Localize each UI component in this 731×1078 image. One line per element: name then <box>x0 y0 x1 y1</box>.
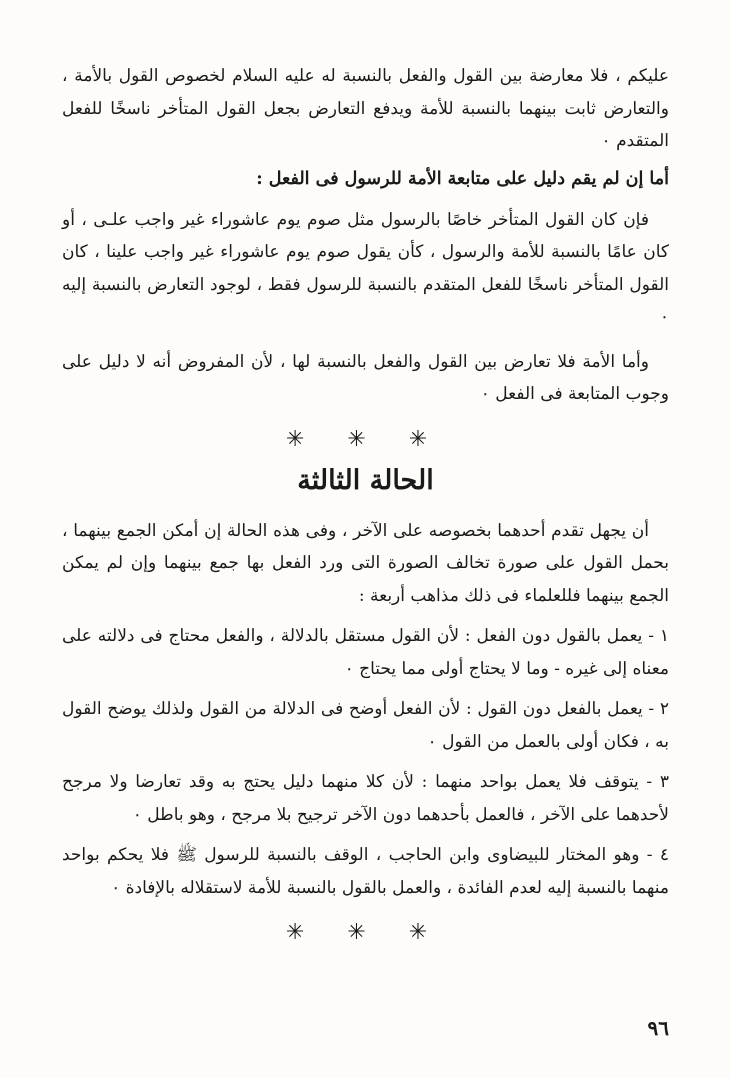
paragraph-intro: أن يجهل تقدم أحدهما بخصوصه على الآخر ، وفى هذه الحالة إن أمكن الجمع بينهما ، بحمل القول على صورة تخالف الصورة التى ورد الفعل بها جمع بينهما وإن لم يمكن الجمع بينهما فللعلماء فى ذلك مذاهب أربعة : <box>62 520 669 606</box>
paragraph-later-saying: فإن كان القول المتأخر خاصًا بالرسول مثل صوم يوم عاشوراء غير واجب علـى ، أو كان عامًا بالنسبة للأمة والرسول ، كأن يقول صوم يوم عاشوراء غير واجب علينا ، كان القول المتأخر ناسخًا للفعل المتقدم بالنسبة للرسول فقط ، لوجود التعارض بالنسبة إليه ٠ <box>62 209 669 327</box>
section-title: الحالة الثالثة <box>297 464 434 496</box>
list-item-1: ١ - يعمل بالقول دون الفعل : لأن القول مستقل بالدلالة ، والفعل محتاج فى دلالته على معناه إلى غيره - وما لا يحتاج أولى مما يحتاج ٠ <box>62 626 669 679</box>
paragraph-ummah: وأما الأمة فلا تعارض بين القول والفعل بالنسبة لها ، لأن المفروض أنه لا دليل على وجوب المتابعة فى الفعل ٠ <box>62 351 669 404</box>
list-item-4: ٤ - وهو المختار للبيضاوى وابن الحاجب ، الوقف بالنسبة للرسول ﷺ فلا يحكم بواحد منهما بالنسبة إليه لعدم الفائدة ، والعمل بالقول بالنسبة للأمة لاستقلاله بالإفادة ٠ <box>62 845 669 898</box>
asterisk-separator: ✳ ✳ ✳ <box>285 426 446 452</box>
paragraph-continuation: عليكم ، فلا معارضة بين القول والفعل بالنسبة له عليه السلام لخصوص القول بالأمة ، والتعارض ثابت بينهما بالنسبة للأمة ويدفع التعارض بجعل القول المتأخر ناسخًا للفعل المتقدم ٠ <box>62 66 669 151</box>
subheading-no-evidence: أما إن لم يقم دليل على متابعة الأمة للرسول فى الفعل : <box>256 168 669 189</box>
list-item-2: ٢ - يعمل بالفعل دون القول : لأن الفعل أوضح فى الدلالة من القول ولذلك يوضح القول به ، فكان أولى بالعمل من القول ٠ <box>62 699 669 752</box>
list-item-3: ٣ - يتوقف فلا يعمل بواحد منهما : لأن كلا منهما دليل يحتج به وقد تعارضا ولا مرجح لأحدهما على الآخر ، فالعمل بأحدهما دون الآخر ترجيح بلا مرجح ، وهو باطل ٠ <box>62 772 669 825</box>
page-number: ٩٦ <box>647 1016 669 1040</box>
asterisk-separator-bottom: ✳ ✳ ✳ <box>285 920 446 945</box>
page-body <box>62 60 669 954</box>
